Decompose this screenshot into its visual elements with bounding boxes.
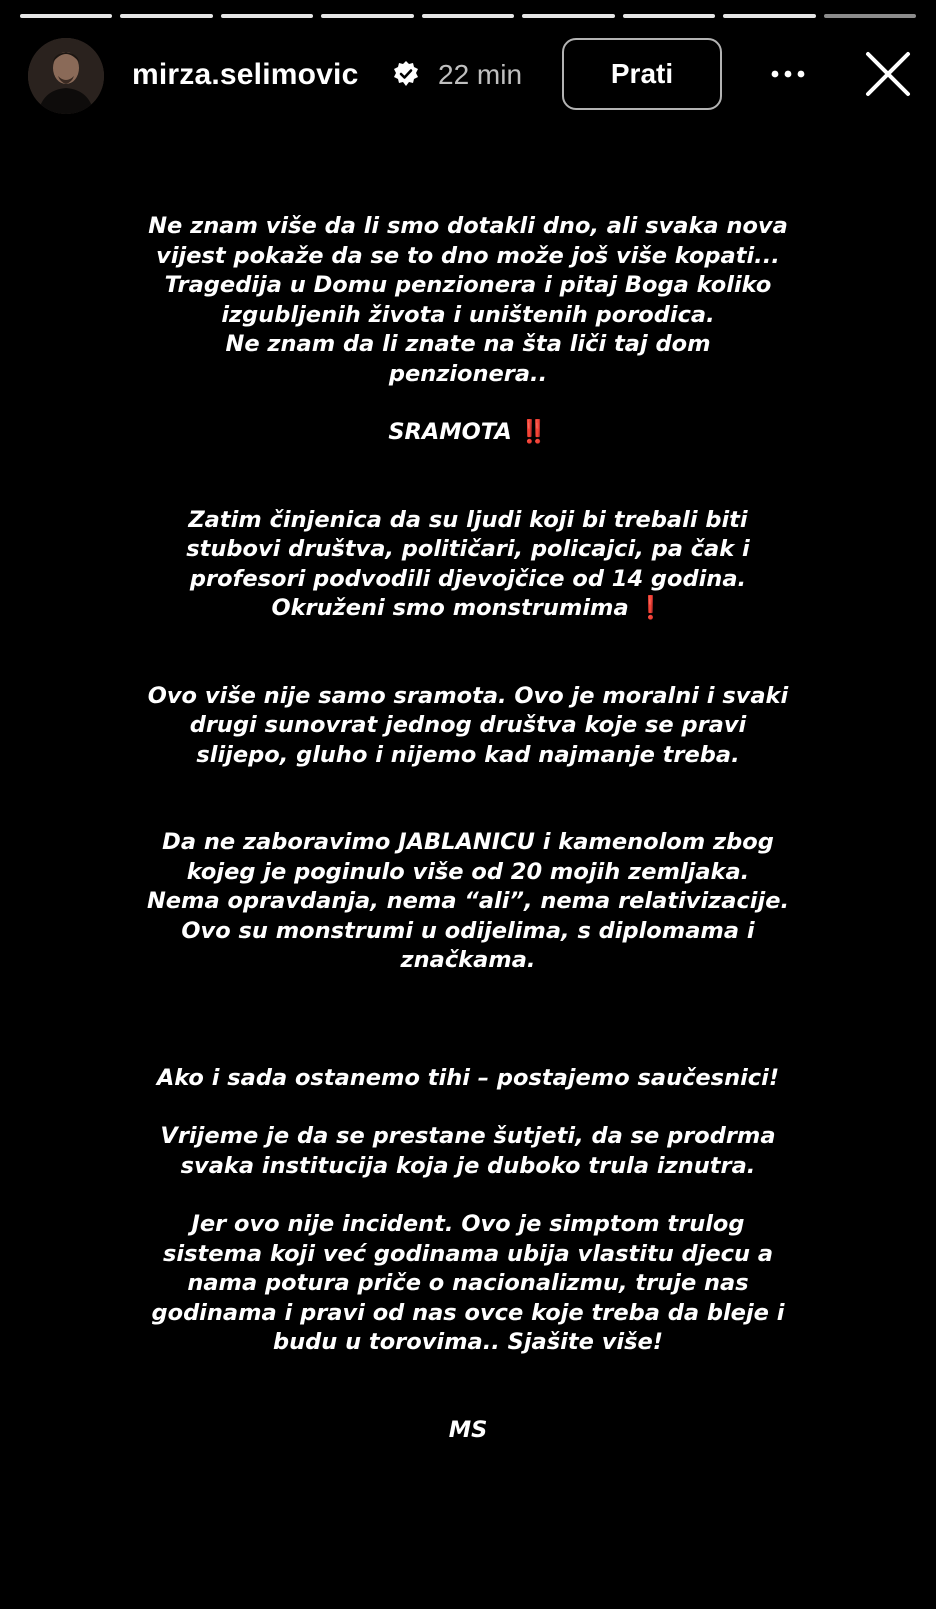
progress-segment xyxy=(120,14,212,18)
text-line: penzionera.. xyxy=(388,360,548,387)
paragraph-4 xyxy=(100,682,836,771)
text-line: Vrijeme je da se prestane šutjeti, da se prodrma xyxy=(160,1123,776,1149)
paragraph-5 xyxy=(100,828,836,976)
progress-segment xyxy=(623,14,715,18)
text-line: kojeg je poginulo više od 20 mojih zemljaka. xyxy=(186,858,750,885)
progress-segment-current xyxy=(824,14,916,18)
text-line: Okruženi smo monstrumima xyxy=(271,595,629,621)
text-line: Zatim činjenica da su ljudi koji bi trebali biti xyxy=(188,506,748,533)
text-line: drugi sunovrat jednog društva koje se pravi xyxy=(189,712,747,738)
text-line: nama potura priče o nacionalizmu, truje nas xyxy=(187,1270,749,1296)
story-header xyxy=(28,38,916,114)
text-line: svaka institucija koja je duboko trula iznutra. xyxy=(180,1152,756,1179)
progress-segment xyxy=(723,14,815,18)
paragraph-7 xyxy=(100,1122,836,1181)
text-line: slijepo, gluho i nijemo kad najmanje treba. xyxy=(196,741,740,768)
double-exclamation-icon: ‼️ xyxy=(519,419,548,445)
text-line: značkama. xyxy=(400,947,536,973)
text-line: profesori podvodili djevojčice od 14 godina. xyxy=(189,565,747,592)
paragraph-2 xyxy=(100,418,836,448)
text-line: Ovo više nije samo sramota. Ovo je moralni i svaki xyxy=(147,682,789,709)
text-line: Ne znam da li znate na šta liči taj dom xyxy=(225,331,711,357)
paragraph-8 xyxy=(100,1210,836,1358)
exclamation-icon: ❗ xyxy=(636,595,665,621)
text-line: Jer ovo nije incident. Ovo je simptom trulog xyxy=(191,1211,745,1237)
text-line: Tragedija u Domu penzionera i pitaj Boga koliko xyxy=(164,272,772,298)
text-line: Ovo su monstrumi u odijelima, s diplomama i xyxy=(181,917,755,944)
progress-segment xyxy=(522,14,614,18)
close-icon[interactable] xyxy=(864,50,912,98)
text-line: izgubljenih života i uništenih porodica. xyxy=(221,301,715,328)
progress-segment xyxy=(221,14,313,18)
text-line: sistema koji već godinama ubija vlastitu djecu a xyxy=(162,1240,774,1267)
avatar-photo-icon xyxy=(28,38,104,114)
paragraph-3 xyxy=(100,506,836,624)
verified-badge-icon xyxy=(392,60,420,88)
more-options-icon[interactable] xyxy=(768,62,808,86)
signature: MS xyxy=(448,1416,488,1443)
story-text xyxy=(100,212,836,1445)
text-line: Ako i sada ostanemo tihi – postajemo saučesnici! xyxy=(156,1064,780,1091)
follow-button[interactable]: Prati xyxy=(562,38,722,110)
text-line: stubovi društva, političari, policajci, pa čak i xyxy=(186,536,750,562)
text-line: godinama i pravi od nas ovce koje treba da bleje i xyxy=(151,1299,785,1326)
paragraph-6 xyxy=(100,1064,836,1094)
avatar[interactable] xyxy=(28,38,104,114)
post-time: 22 min xyxy=(438,59,523,90)
story-progress-bar xyxy=(20,14,916,18)
progress-segment xyxy=(321,14,413,18)
paragraph-1 xyxy=(100,212,836,389)
progress-segment xyxy=(20,14,112,18)
text-line: Ne znam više da li smo dotakli dno, ali svaka nova xyxy=(148,213,788,239)
text-line: Nema opravdanja, nema “ali”, nema relativizacije. xyxy=(146,888,790,914)
username[interactable]: mirza.selimovic xyxy=(132,58,359,91)
text-line: Da ne zaboravimo JABLANICU i kamenolom zbog xyxy=(162,829,774,855)
text-line: vijest pokaže da se to dno može još više kopati... xyxy=(156,242,780,269)
progress-segment xyxy=(422,14,514,18)
text-line: budu u torovima.. Sjašite više! xyxy=(273,1329,663,1355)
text-line: SRAMOTA xyxy=(388,419,512,445)
